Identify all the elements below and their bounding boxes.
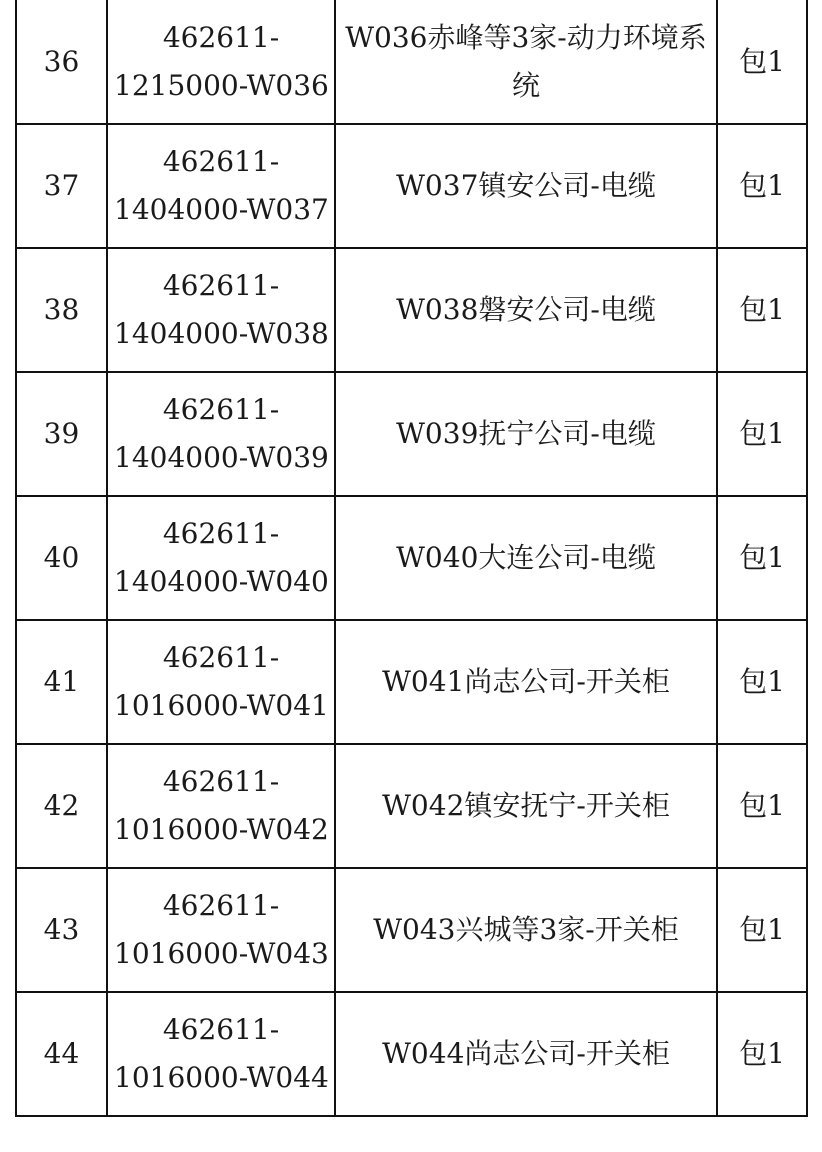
project-code-line1: 462611- bbox=[162, 765, 280, 798]
project-code-line2: 1404000-W039 bbox=[114, 441, 329, 474]
package-label: 包1 bbox=[717, 744, 807, 868]
project-code-line2: 1404000-W038 bbox=[114, 317, 329, 350]
project-code-line1: 462611- bbox=[162, 1013, 280, 1046]
item-name: W036赤峰等3家-动力环境系统 bbox=[335, 0, 717, 124]
table-row bbox=[16, 620, 807, 744]
project-code-line2: 1215000-W036 bbox=[114, 68, 329, 102]
project-code-line1: 462611- bbox=[162, 889, 280, 922]
row-number: 41 bbox=[16, 620, 107, 744]
project-code-line1: 462611- bbox=[162, 641, 280, 674]
table-row bbox=[16, 248, 807, 372]
procurement-table bbox=[15, 0, 808, 1117]
project-code-line1: 462611- bbox=[162, 517, 280, 550]
table-row bbox=[16, 496, 807, 620]
package-label: 包1 bbox=[717, 124, 807, 248]
project-code-line1: 462611- bbox=[162, 393, 280, 426]
project-code bbox=[107, 124, 335, 248]
project-code bbox=[107, 0, 335, 124]
project-code bbox=[107, 372, 335, 496]
project-code-line2: 1016000-W041 bbox=[114, 689, 329, 722]
item-name: W041尚志公司-开关柜 bbox=[335, 620, 717, 744]
project-code bbox=[107, 496, 335, 620]
table-row bbox=[16, 868, 807, 992]
project-code-line1: 462611- bbox=[162, 20, 280, 54]
project-code-line1: 462611- bbox=[162, 145, 280, 178]
row-number: 43 bbox=[16, 868, 107, 992]
project-code-line2: 1404000-W040 bbox=[114, 565, 329, 598]
project-code bbox=[107, 992, 335, 1116]
row-number: 39 bbox=[16, 372, 107, 496]
project-code bbox=[107, 620, 335, 744]
row-number: 42 bbox=[16, 744, 107, 868]
project-code-line2: 1016000-W043 bbox=[114, 937, 329, 970]
package-label: 包1 bbox=[717, 0, 807, 124]
row-number: 37 bbox=[16, 124, 107, 248]
row-number: 36 bbox=[16, 0, 107, 124]
project-code-line2: 1404000-W037 bbox=[114, 193, 329, 226]
project-code bbox=[107, 248, 335, 372]
project-code-line2: 1016000-W044 bbox=[114, 1061, 329, 1094]
package-label: 包1 bbox=[717, 496, 807, 620]
table-row bbox=[16, 372, 807, 496]
item-name: W040大连公司-电缆 bbox=[335, 496, 717, 620]
table-row bbox=[16, 744, 807, 868]
package-label: 包1 bbox=[717, 868, 807, 992]
package-label: 包1 bbox=[717, 372, 807, 496]
item-name: W044尚志公司-开关柜 bbox=[335, 992, 717, 1116]
project-code-line1: 462611- bbox=[162, 269, 280, 302]
item-name: W037镇安公司-电缆 bbox=[335, 124, 717, 248]
row-number: 44 bbox=[16, 992, 107, 1116]
row-number: 38 bbox=[16, 248, 107, 372]
table-row bbox=[16, 0, 807, 124]
table-row bbox=[16, 124, 807, 248]
item-name: W043兴城等3家-开关柜 bbox=[335, 868, 717, 992]
package-label: 包1 bbox=[717, 620, 807, 744]
project-code bbox=[107, 868, 335, 992]
package-label: 包1 bbox=[717, 248, 807, 372]
item-name: W038磐安公司-电缆 bbox=[335, 248, 717, 372]
item-name: W039抚宁公司-电缆 bbox=[335, 372, 717, 496]
table-row bbox=[16, 992, 807, 1116]
package-label: 包1 bbox=[717, 992, 807, 1116]
project-code-line2: 1016000-W042 bbox=[114, 813, 329, 846]
project-code bbox=[107, 744, 335, 868]
item-name: W042镇安抚宁-开关柜 bbox=[335, 744, 717, 868]
row-number: 40 bbox=[16, 496, 107, 620]
